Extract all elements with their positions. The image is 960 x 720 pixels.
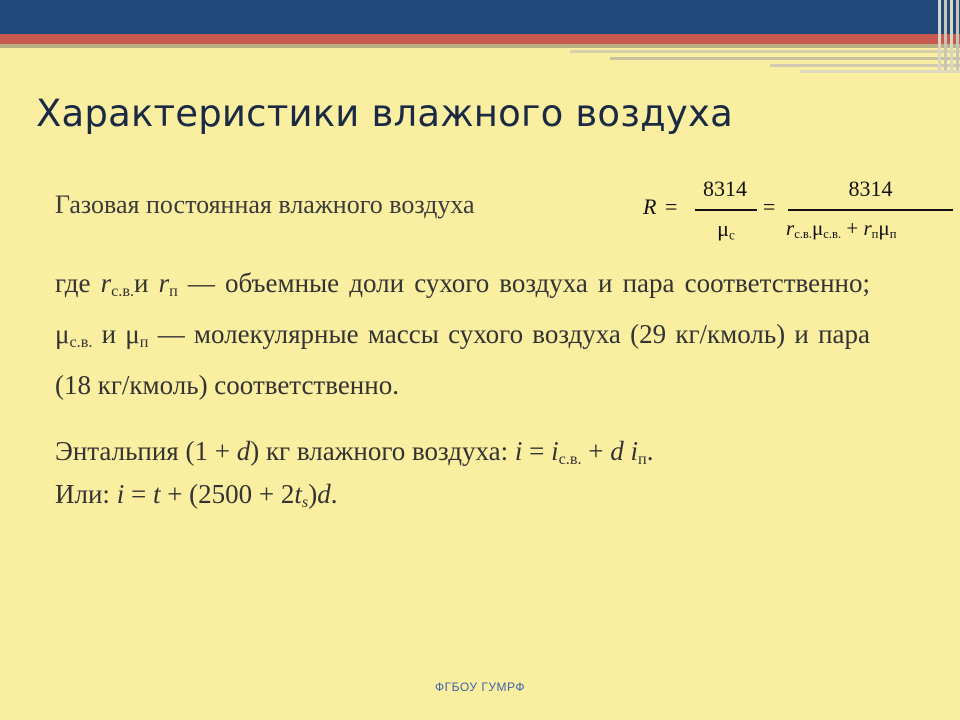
formula-denominator-1: $\mu_с$ bbox=[717, 216, 735, 243]
formula-R: R bbox=[643, 194, 657, 219]
fraction-bar-2 bbox=[788, 209, 953, 211]
formula-numerator-2: 8314 bbox=[848, 176, 893, 201]
enthalpy-alt-line: Или: $i = t + (2500 + 2t_s)d$. bbox=[55, 479, 338, 512]
gas-constant-formula bbox=[643, 172, 953, 252]
header-decor-lines bbox=[570, 48, 960, 74]
header-band-blue bbox=[0, 0, 960, 34]
slide-title: Характеристики влажного воздуха bbox=[36, 92, 733, 135]
footer-organization: ФГБОУ ГУМРФ bbox=[435, 680, 525, 694]
definitions-paragraph: где $r_{с.в.}и$ $r_п$ — объемные доли сухого воздуха и пара соответственно; $\mu_{с.в.}$ и $\mu_п$ — молекулярные массы сухого воздуха (29 кг/кмоль) и пара (18 кг/кмоль) соответственно. bbox=[55, 268, 871, 401]
enthalpy-line: Энтальпия (1 + d) кг влажного воздуха: $i = i_{с.в.} + d$ $i_п$. bbox=[55, 436, 654, 469]
formula-numerator-1: 8314 bbox=[703, 176, 747, 201]
fraction-bar-1 bbox=[695, 209, 757, 211]
formula-equals-1: = bbox=[665, 194, 678, 219]
header-band-red bbox=[0, 34, 960, 44]
formula-equals-2: = bbox=[763, 194, 776, 219]
gas-constant-label: Газовая постоянная влажного воздуха bbox=[55, 190, 475, 219]
header-decor-stripes bbox=[936, 0, 960, 70]
formula-denominator-2: $r_{с.в.}\mu_{с.в.} + r_п\mu_п$ bbox=[786, 216, 897, 242]
